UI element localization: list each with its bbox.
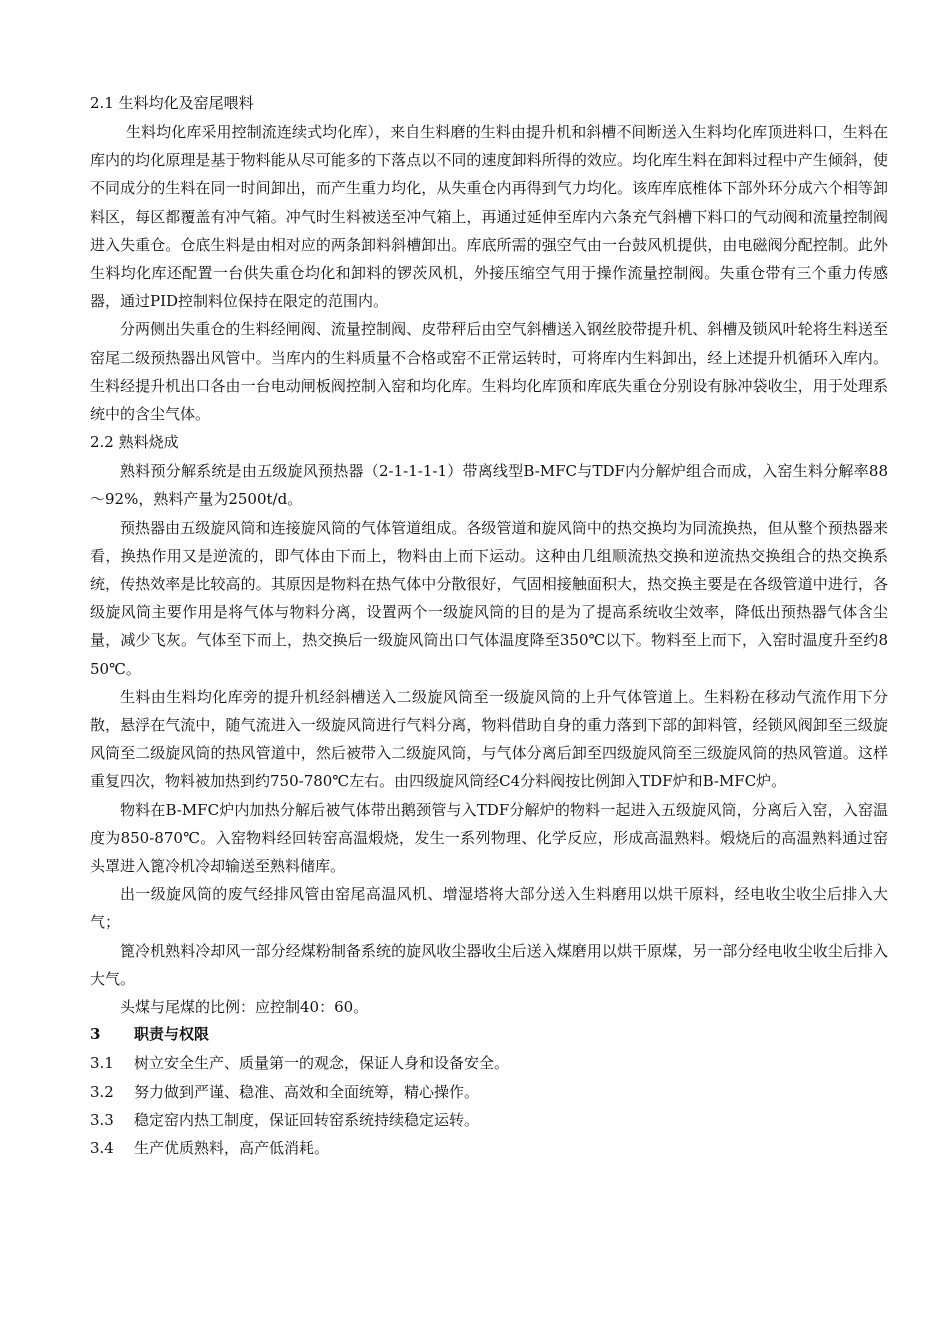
list-item: [90, 1078, 888, 1106]
list-item-number: 3.3: [90, 1110, 114, 1129]
list-item-number: 3.1: [90, 1054, 114, 1073]
section-3-number: 3: [90, 1025, 101, 1044]
section-2-2-paragraph: 物料在B-MFC炉内加热分解后被气体带出鹅颈管与入TDF分解炉的物料一起进入五级旋风筒，分离后入窑，入窑温度为850-870℃。入窑物料经回转窑高温煅烧，发生一系列物理、化学反应，形成高温熟料。煅烧后的高温熟料通过窑头罩进入篦冷机冷却输送至熟料储库。: [90, 800, 888, 876]
section-2-2-paragraph: 预热器由五级旋风筒和连接旋风筒的气体管道组成。各级管道和旋风筒中的热交换均为同流换热，但从整个预热器来看，换热作用又是逆流的，即气体由下而上，物料由上而下运动。这种由几组顺流热交换和逆流热交换组合的热交换系统，传热效率是比较高的。其原因是物料在热气体中分散很好，气固相接触面积大，热交换主要是在各级管道中进行，各级旋风筒主要作用是将气体与物料分离，设置两个一级旋风筒的目的是为了提高系统收尘效率，降低出预热器气体含尘量，减少飞灰。气体至下而上，热交换后一级旋风筒出口气体温度降至350℃以下。物料至上而下，入窑时温度升至约850℃。: [90, 518, 888, 678]
section-2-2-paragraph: 篦冷机熟料冷却风一部分经煤粉制备系统的旋风收尘器收尘后送入煤磨用以烘干原煤，另一部分经电收尘收尘后排入大气。: [90, 941, 888, 988]
section-2-1-paragraph: 分两侧出失重仓的生料经闸阀、流量控制阀、皮带秤后由空气斜槽送入钢丝胶带提升机、斜槽及锁风叶轮将生料送至窑尾二级预热器出风管中。当库内的生料质量不合格或窑不正常运转时，可将库内生料卸出，经上述提升机循环入库内。生料经提升机出口各由一台电动闸板阀控制入窑和均化库。生料均化库顶和库底失重仓分别设有脉冲袋收尘，用于处理系统中的含尘气体。: [90, 320, 888, 424]
list-item-text: 生产优质熟料，高产低消耗。: [134, 1138, 330, 1157]
list-item-text: 稳定窑内热工制度，保证回转窑系统持续稳定运转。: [134, 1110, 480, 1129]
section-3-heading: [90, 1023, 888, 1045]
document-page: [90, 92, 888, 1162]
section-3-title: 职责与权限: [134, 1025, 210, 1044]
section-2-2-paragraph: 出一级旋风筒的废气经排风管由窑尾高温风机、增湿塔将大部分送入生料磨用以烘干原料，经电收尘收尘后排入大气；: [90, 885, 888, 932]
section-2-2-paragraph: 头煤与尾煤的比例：应控制40：60。: [120, 998, 369, 1017]
section-2-1-heading: 2.1 生料均化及窑尾喂料: [90, 94, 254, 112]
section-2-2-heading: 2.2 熟料烧成: [90, 433, 179, 452]
list-item-number: 3.2: [90, 1082, 114, 1101]
list-item-text: 努力做到严谨、稳准、高效和全面统筹，精心操作。: [134, 1082, 480, 1101]
list-item: [90, 1049, 888, 1077]
list-item-text: 树立安全生产、质量第一的观念，保证人身和设备安全。: [134, 1054, 510, 1073]
section-2-2-paragraph: 熟料预分解系统是由五级旋风预热器（2-1-1-1-1）带离线型B-MFC与TDF内分解炉组合而成，入窑生料分解率88～92%，熟料产量为2500t/d。: [90, 462, 888, 509]
section-2-1-paragraph: 生料均化库采用控制流连续式均化库），来自生料磨的生料由提升机和斜槽不间断送入生料均化库顶进料口，生料在库内的均化原理是基于物料能从尽可能多的下落点以不同的速度卸料所得的效应。均化库生料在卸料过程中产生倾斜，使不同成分的生料在同一时间卸出，而产生重力均化，从失重仓内再得到气力均化。该库库底椎体下部外环分成六个相等卸料区，每区都覆盖有冲气箱。冲气时生料被送至冲气箱上，再通过延伸至库内六条充气斜槽下料口的气动阀和流量控制阀进入失重仓。仓底生料是由相对应的两条卸料斜槽卸出。库底所需的强空气由一台鼓风机提供，由电磁阀分配控制。此外生料均化库还配置一台供失重仓均化和卸料的锣茨风机，外接压缩空气用于操作流量控制阀。失重仓带有三个重力传感器，通过PID控制料位保持在限定的范围内。: [90, 123, 888, 311]
list-item: [90, 1106, 888, 1134]
list-item-number: 3.4: [90, 1138, 114, 1157]
list-item: [90, 1134, 888, 1162]
section-2-2-paragraph: 生料由生料均化库旁的提升机经斜槽送入二级旋风筒至一级旋风筒的上升气体管道上。生料粉在移动气流作用下分散，悬浮在气流中，随气流进入一级旋风筒进行气料分离，物料借助自身的重力落到下部的卸料管，经锁风阀卸至三级旋风筒至二级旋风筒的热风管道中，然后被带入二级旋风筒，与气体分离后卸至四级旋风筒至三级旋风筒的热风管道。这样重复四次，物料被加热到约750-780℃左右。由四级旋风筒经C4分料阀按比例卸入TDF炉和B-MFC炉。: [90, 687, 888, 791]
